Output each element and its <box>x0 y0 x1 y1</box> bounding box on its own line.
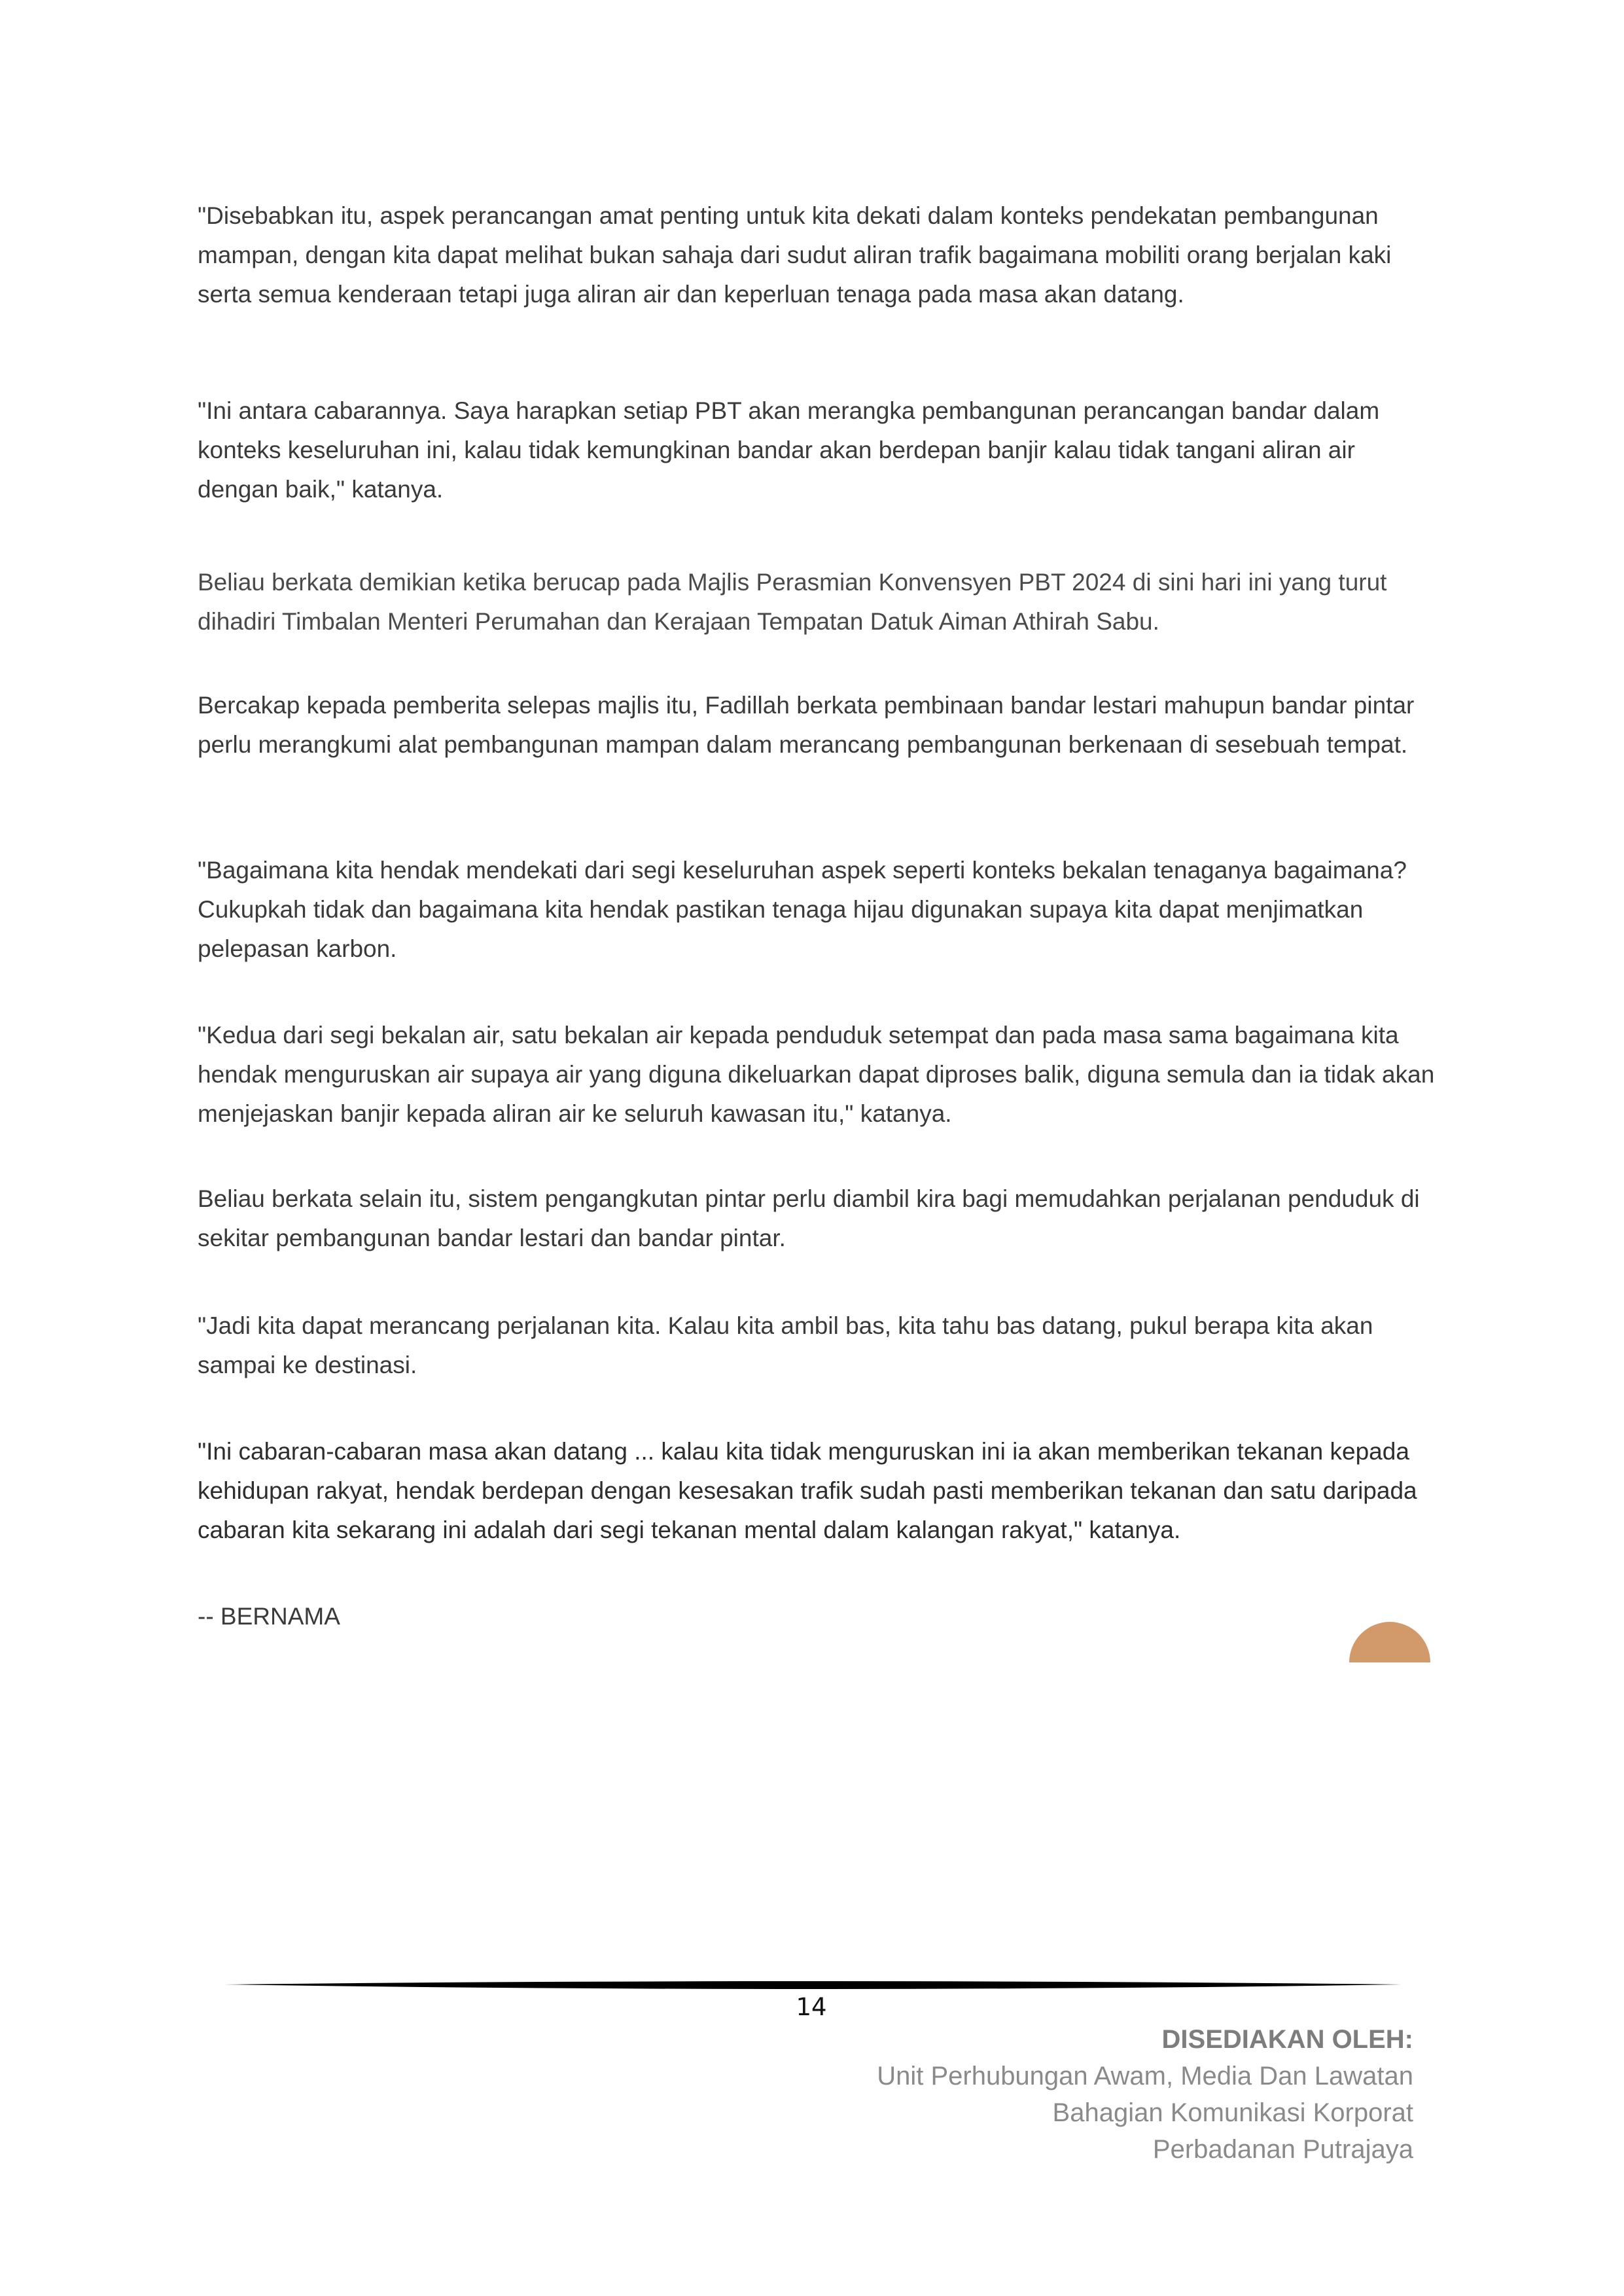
prepared-by-division: Bahagian Komunikasi Korporat <box>1052 2098 1413 2127</box>
paragraph-6: "Kedua dari segi bekalan air, satu bekalan air kepada penduduk setempat dan pada masa sama bagaimana kita hendak menguruskan air supaya air yang diguna dikeluarkan dapat diproses balik, diguna semula dan ia tidak akan menjejaskan banjir kepada aliran air ke seluruh kawasan itu," katanya. <box>198 1022 1435 1127</box>
paragraph-8: "Jadi kita dapat merancang perjalanan kita. Kalau kita ambil bas, kita tahu bas datang, pukul berapa kita akan sampai ke destinasi. <box>198 1312 1373 1378</box>
footer-divider <box>224 1978 1402 1991</box>
prepared-by-unit: Unit Perhubungan Awam, Media Dan Lawatan <box>877 2062 1413 2090</box>
source-credit: -- BERNAMA <box>198 1603 340 1630</box>
paragraph-4: Bercakap kepada pemberita selepas majlis itu, Fadillah berkata pembinaan bandar lestari mahupun bandar pintar perlu merangkumi alat pembangunan mampan dalam merancang pembangunan berkenaan di sesebuah tempat. <box>198 692 1415 758</box>
paragraph-9: "Ini cabaran-cabaran masa akan datang ... kalau kita tidak menguruskan ini ia akan memberikan tekanan kepada kehidupan rakyat, hendak berdepan dengan kesesakan trafik sudah pasti memberikan tekanan dan satu daripada cabaran kita sekarang ini adalah dari segi tekanan mental dalam kalangan rakyat," katanya. <box>198 1438 1417 1543</box>
paragraph-2: "Ini antara cabarannya. Saya harapkan setiap PBT akan merangka pembangunan perancangan bandar dalam konteks keseluruhan ini, kalau tidak kemungkinan bandar akan berdepan banjir kalau tidak tangani aliran air dengan baik," katanya. <box>198 397 1380 503</box>
prepared-by-organization: Perbadanan Putrajaya <box>1152 2135 1413 2164</box>
paragraph-7: Beliau berkata selain itu, sistem pengangkutan pintar perlu diambil kira bagi memudahkan perjalanan penduduk di sekitar pembangunan bandar lestari dan bandar pintar. <box>198 1185 1420 1251</box>
paragraph-3: Beliau berkata demikian ketika berucap pada Majlis Perasmian Konvensyen PBT 2024 di sini hari ini yang turut dihadiri Timbalan Menteri Perumahan dan Kerajaan Tempatan Datuk Aiman Athirah Sabu. <box>198 569 1387 635</box>
page-number: 14 <box>796 1993 827 2021</box>
paragraph-1: "Disebabkan itu, aspek perancangan amat penting untuk kita dekati dalam konteks pendekatan pembangunan mampan, dengan kita dapat melihat bukan sahaja dari sudut aliran trafik bagaimana mobiliti orang berjalan kaki serta semua kenderaan tetapi juga aliran air dan keperluan tenaga pada masa akan datang. <box>198 202 1392 308</box>
paragraph-5: "Bagaimana kita hendak mendekati dari segi keseluruhan aspek seperti konteks bekalan tenaganya bagaimana? Cukupkah tidak dan bagaimana kita hendak pastikan tenaga hijau digunakan supaya kita dapat menjimatkan pelepasan karbon. <box>198 857 1407 962</box>
prepared-by-block <box>628 2021 1413 2168</box>
prepared-by-heading: DISEDIAKAN OLEH: <box>1161 2025 1413 2054</box>
